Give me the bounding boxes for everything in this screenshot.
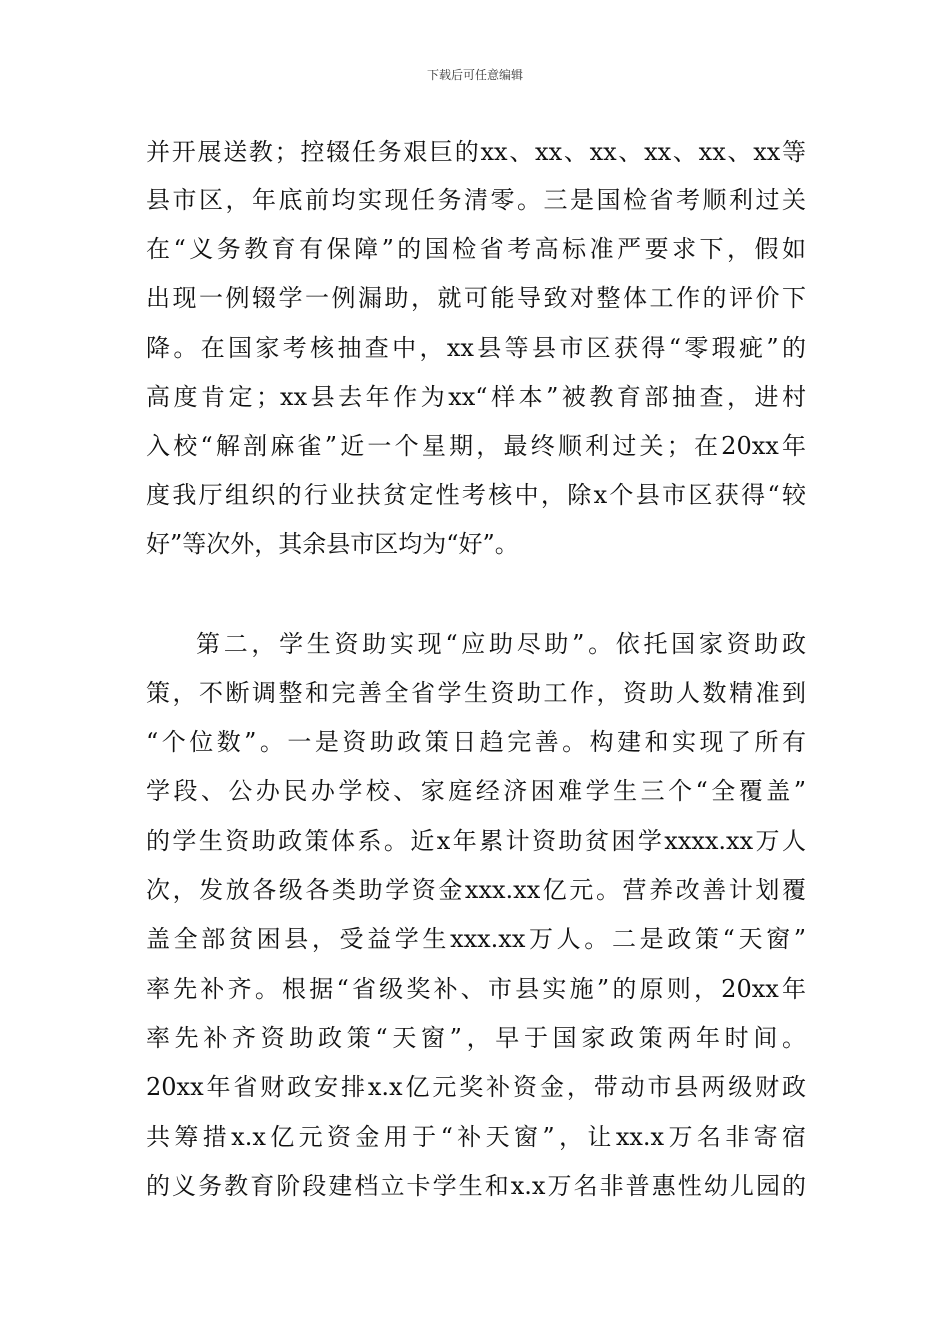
text-line: 率先补齐。根据“省级奖补、市县实施”的原则，20xx年 — [146, 975, 806, 1003]
text-line: 在“义务教育有保障”的国检省考高标准严要求下，假如 — [146, 235, 806, 263]
text-line: 好”等次外，其余县市区均为“好”。 — [146, 530, 519, 558]
text-line: 学段、公办民办学校、家庭经济困难学生三个“全覆盖” — [146, 777, 806, 805]
text-line: 次，发放各级各类助学资金xxx.xx亿元。营养改善计划覆 — [146, 876, 806, 904]
text-line: 共筹措x.x亿元资金用于“补天窗”，让xx.x万名非寄宿 — [146, 1123, 806, 1151]
text-line: 县市区，年底前均实现任务清零。三是国检省考顺利过关 — [146, 186, 806, 214]
page-header: 下载后可任意编辑 — [426, 68, 523, 82]
text-line: 率先补齐资助政策“天窗”，早于国家政策两年时间。 — [146, 1024, 806, 1052]
text-line: 的义务教育阶段建档立卡学生和x.x万名非普惠性幼儿园的 — [146, 1172, 806, 1200]
text-line: 并开展送教；控辍任务艰巨的xx、xx、xx、xx、xx、xx等 — [146, 138, 806, 166]
text-line: 盖全部贫困县，受益学生xxx.xx万人。二是政策“天窗” — [146, 925, 806, 953]
text-line: 高度肯定；xx县去年作为xx“样本”被教育部抽查，进村 — [146, 383, 806, 411]
text-line: 入校“解剖麻雀”近一个星期，最终顺利过关；在20xx年 — [146, 432, 806, 460]
text-line: 第二，学生资助实现“应助尽助”。依托国家资助政 — [196, 630, 806, 658]
text-line: 出现一例辍学一例漏助，就可能导致对整体工作的评价下 — [146, 284, 806, 312]
text-line: 的学生资助政策体系。近x年累计资助贫困学xxxx.xx万人 — [146, 827, 806, 855]
text-line: “个位数”。一是资助政策日趋完善。构建和实现了所有 — [146, 728, 806, 756]
text-line: 策，不断调整和完善全省学生资助工作，资助人数精准到 — [146, 679, 806, 707]
text-line: 度我厅组织的行业扶贫定性考核中，除x个县市区获得“较 — [146, 481, 806, 509]
text-line: 降。在国家考核抽查中，xx县等县市区获得“零瑕疵”的 — [146, 334, 806, 362]
text-line: 20xx年省财政安排x.x亿元奖补资金，带动市县两级财政 — [146, 1073, 806, 1101]
